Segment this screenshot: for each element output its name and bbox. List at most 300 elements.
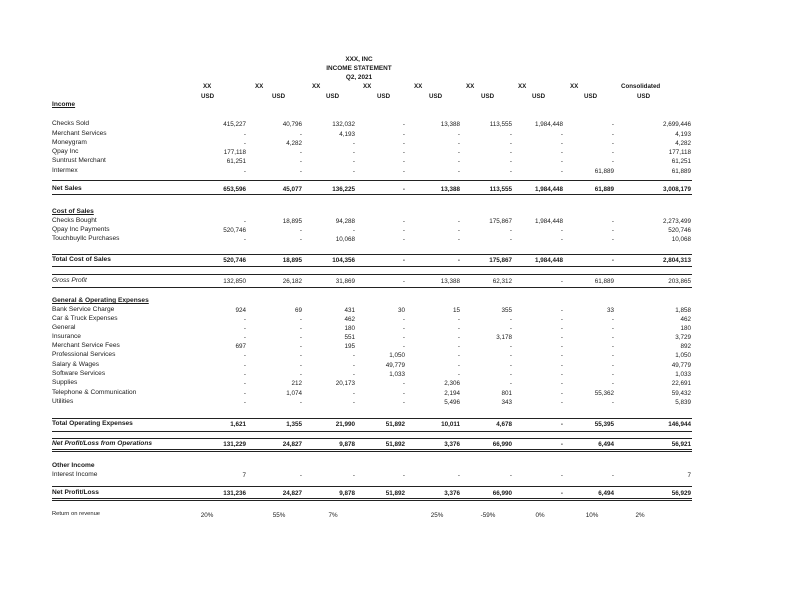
cell-professional-col-2: - bbox=[299, 351, 302, 359]
cell-merchant-services-col-7: - bbox=[560, 130, 563, 138]
cell-car-truck-col-1: - bbox=[243, 315, 246, 323]
row-label-net-sales: Net Sales bbox=[52, 185, 82, 192]
cell-interest-col-6: - bbox=[509, 471, 512, 479]
cell-net-sales-col-9: 3,008,179 bbox=[662, 185, 691, 193]
cell-touchbuy-col-7: - bbox=[560, 235, 563, 243]
cell-supplies-col-6: - bbox=[509, 379, 512, 387]
cell-moneygram-col-3: - bbox=[352, 139, 355, 147]
cell-bank-service-col-8: 33 bbox=[606, 306, 614, 314]
cell-touchbuy-col-8: - bbox=[611, 235, 614, 243]
section-income: Income bbox=[52, 101, 76, 108]
row-label-suntrust: Suntrust Merchant bbox=[52, 157, 106, 164]
cell-utilities-col-5: 5,496 bbox=[444, 398, 460, 406]
cell-suntrust-col-9: 61,251 bbox=[671, 157, 691, 165]
cell-checks-bought-col-9: 2,273,499 bbox=[662, 217, 691, 225]
cell-suntrust-col-8: - bbox=[611, 157, 614, 165]
col-header-xx-8: XX bbox=[570, 83, 579, 90]
cell-car-truck-col-8: - bbox=[611, 315, 614, 323]
cell-software-col-8: - bbox=[611, 370, 614, 378]
cell-qpay-payments-col-4: - bbox=[402, 226, 405, 234]
cell-insurance-col-6: 3,178 bbox=[496, 333, 512, 341]
col-header-xx-4: XX bbox=[363, 83, 372, 90]
cell-moneygram-col-6: - bbox=[509, 139, 512, 147]
cell-intermex-col-1: - bbox=[243, 167, 246, 175]
cell-car-truck-col-9: 462 bbox=[680, 315, 691, 323]
cell-qpay-inc-col-8: - bbox=[611, 148, 614, 156]
cell-touchbuy-col-3: 10,068 bbox=[335, 235, 355, 243]
cell-supplies-col-5: 2,306 bbox=[444, 379, 460, 387]
cell-gross-profit-col-2: 26,182 bbox=[282, 277, 302, 285]
cell-moneygram-col-5: - bbox=[457, 139, 460, 147]
cell-salary-col-8: - bbox=[611, 361, 614, 369]
cell-utilities-col-3: - bbox=[352, 398, 355, 406]
cell-net-ops-col-7: - bbox=[560, 440, 563, 448]
cell-bank-service-col-9: 1,858 bbox=[675, 306, 691, 314]
cell-total-cos-col-1: 520,746 bbox=[223, 256, 246, 264]
cell-checks-bought-col-6: 175,867 bbox=[489, 217, 512, 225]
cell-professional-col-7: - bbox=[560, 351, 563, 359]
cell-merchant-fees-col-4: - bbox=[402, 342, 405, 350]
cell-qpay-inc-col-1: 177,118 bbox=[223, 148, 246, 156]
cell-return-col-7: 0% bbox=[535, 511, 545, 519]
cell-qpay-inc-col-4: - bbox=[402, 148, 405, 156]
cell-merchant-services-col-2: - bbox=[299, 130, 302, 138]
cell-total-opex-col-8: 55,395 bbox=[594, 420, 614, 428]
cell-telephone-col-5: 2,194 bbox=[444, 389, 460, 397]
cell-bank-service-col-3: 431 bbox=[344, 306, 355, 314]
row-label-professional: Professional Services bbox=[52, 351, 116, 358]
cell-total-opex-col-4: 51,892 bbox=[385, 420, 405, 428]
cell-telephone-col-4: - bbox=[402, 389, 405, 397]
cell-checks-sold-col-5: 13,388 bbox=[440, 120, 460, 128]
cell-total-opex-col-7: - bbox=[560, 420, 563, 428]
cell-checks-sold-col-8: - bbox=[611, 120, 614, 128]
cell-car-truck-col-4: - bbox=[402, 315, 405, 323]
cell-net-ops-col-5: 3,376 bbox=[444, 440, 460, 448]
cell-net-sales-col-7: 1,984,448 bbox=[534, 185, 563, 193]
cell-telephone-col-6: 801 bbox=[501, 389, 512, 397]
cell-qpay-inc-col-3: - bbox=[352, 148, 355, 156]
row-label-merchant-services: Merchant Services bbox=[52, 130, 107, 137]
cell-salary-col-7: - bbox=[560, 361, 563, 369]
row-label-insurance: Insurance bbox=[52, 333, 81, 340]
cell-insurance-col-4: - bbox=[402, 333, 405, 341]
cell-merchant-services-col-5: - bbox=[457, 130, 460, 138]
row-label-net-ops: Net Profit/Loss from Operations bbox=[52, 440, 153, 447]
cell-total-opex-col-6: 4,678 bbox=[496, 420, 512, 428]
cell-net-sales-col-6: 113,555 bbox=[489, 185, 512, 193]
cell-net-sales-col-1: 653,596 bbox=[223, 185, 246, 193]
cell-car-truck-col-2: - bbox=[299, 315, 302, 323]
section-ga-expenses: General & Operating Expenses bbox=[52, 297, 149, 304]
row-label-telephone: Telephone & Communication bbox=[52, 389, 137, 396]
cell-net-profit-col-5: 3,376 bbox=[444, 489, 460, 497]
cell-interest-col-9: 7 bbox=[687, 471, 691, 479]
col-header-xx-1: XX bbox=[203, 83, 212, 90]
col-header-xx-5: XX bbox=[414, 83, 423, 90]
cell-moneygram-col-2: 4,282 bbox=[286, 139, 302, 147]
cell-car-truck-col-6: - bbox=[509, 315, 512, 323]
cell-software-col-7: - bbox=[560, 370, 563, 378]
row-label-qpay-payments: Qpay Inc Payments bbox=[52, 226, 110, 233]
cell-gross-profit-col-9: 203,865 bbox=[668, 277, 691, 285]
cell-software-col-3: - bbox=[352, 370, 355, 378]
cell-checks-bought-col-3: 94,288 bbox=[335, 217, 355, 225]
cell-checks-bought-col-7: 1,984,448 bbox=[534, 217, 563, 225]
row-label-gross-profit: Gross Profit bbox=[52, 277, 87, 284]
cell-insurance-col-5: - bbox=[457, 333, 460, 341]
cell-gross-profit-col-6: 62,312 bbox=[492, 277, 512, 285]
cell-gross-profit-col-1: 132,850 bbox=[223, 277, 246, 285]
cell-net-sales-col-3: 136,225 bbox=[332, 185, 355, 193]
cell-net-profit-col-2: 24,827 bbox=[282, 489, 302, 497]
col-usd-1: USD bbox=[201, 93, 215, 100]
cell-salary-col-6: - bbox=[509, 361, 512, 369]
cell-total-cos-col-2: 18,895 bbox=[282, 256, 302, 264]
row-label-total-opex: Total Operating Expenses bbox=[52, 420, 133, 427]
cell-qpay-inc-col-7: - bbox=[560, 148, 563, 156]
cell-professional-col-3: - bbox=[352, 351, 355, 359]
cell-net-sales-col-4: - bbox=[402, 185, 405, 193]
cell-total-cos-col-4: - bbox=[402, 256, 405, 264]
cell-net-ops-col-1: 131,229 bbox=[223, 440, 246, 448]
cell-utilities-col-9: 5,839 bbox=[675, 398, 691, 406]
cell-supplies-col-1: - bbox=[243, 379, 246, 387]
cell-intermex-col-3: - bbox=[352, 167, 355, 175]
cell-bank-service-col-5: 15 bbox=[452, 306, 460, 314]
cell-touchbuy-col-4: - bbox=[402, 235, 405, 243]
cell-insurance-col-2: - bbox=[299, 333, 302, 341]
cell-insurance-col-9: 3,729 bbox=[675, 333, 691, 341]
row-label-touchbuy: Touchbuyllc Purchases bbox=[52, 235, 120, 242]
cell-suntrust-col-3: - bbox=[352, 157, 355, 165]
col-usd-8: USD bbox=[584, 93, 598, 100]
cell-software-col-4: 1,033 bbox=[389, 370, 405, 378]
cell-return-col-1: 20% bbox=[200, 511, 214, 519]
cell-interest-col-3: - bbox=[352, 471, 355, 479]
cell-suntrust-col-6: - bbox=[509, 157, 512, 165]
cell-supplies-col-7: - bbox=[560, 379, 563, 387]
cell-salary-col-4: 49,779 bbox=[385, 361, 405, 369]
cell-gross-profit-col-4: - bbox=[402, 277, 405, 285]
cell-return-col-3: 7% bbox=[328, 511, 338, 519]
cell-general-col-5: - bbox=[457, 324, 460, 332]
cell-gross-profit-col-7: - bbox=[560, 277, 563, 285]
cell-checks-sold-col-7: 1,984,448 bbox=[534, 120, 563, 128]
cell-supplies-col-2: 212 bbox=[291, 379, 302, 387]
col-usd-4: USD bbox=[377, 93, 391, 100]
row-label-return: Return on revenue bbox=[52, 511, 101, 517]
cell-moneygram-col-4: - bbox=[402, 139, 405, 147]
cell-insurance-col-3: 551 bbox=[344, 333, 355, 341]
cell-salary-col-1: - bbox=[243, 361, 246, 369]
cell-net-profit-col-3: 9,878 bbox=[339, 489, 355, 497]
statement-title: INCOME STATEMENT bbox=[326, 65, 392, 72]
cell-merchant-services-col-4: - bbox=[402, 130, 405, 138]
cell-qpay-payments-col-2: - bbox=[299, 226, 302, 234]
cell-car-truck-col-3: 462 bbox=[344, 315, 355, 323]
section-cost-of-sales: Cost of Sales bbox=[52, 208, 94, 215]
cell-net-profit-col-8: 6,494 bbox=[598, 489, 614, 497]
cell-touchbuy-col-1: - bbox=[243, 235, 246, 243]
cell-salary-col-3: - bbox=[352, 361, 355, 369]
cell-gross-profit-col-3: 31,869 bbox=[335, 277, 355, 285]
cell-total-opex-col-3: 21,990 bbox=[335, 420, 355, 428]
cell-total-cos-col-8: - bbox=[611, 256, 614, 264]
cell-interest-col-8: - bbox=[611, 471, 614, 479]
cell-merchant-services-col-6: - bbox=[509, 130, 512, 138]
cell-salary-col-5: - bbox=[457, 361, 460, 369]
cell-insurance-col-8: - bbox=[611, 333, 614, 341]
cell-net-ops-col-4: 51,892 bbox=[385, 440, 405, 448]
cell-total-cos-col-3: 104,356 bbox=[332, 256, 355, 264]
cell-interest-col-2: - bbox=[299, 471, 302, 479]
cell-net-ops-col-2: 24,827 bbox=[282, 440, 302, 448]
row-label-bank-service: Bank Service Charge bbox=[52, 306, 115, 313]
cell-telephone-col-2: 1,074 bbox=[286, 389, 302, 397]
row-label-net-profit: Net Profit/Loss bbox=[52, 489, 99, 496]
cell-intermex-col-9: 61,889 bbox=[671, 167, 691, 175]
cell-intermex-col-8: 61,889 bbox=[594, 167, 614, 175]
cell-intermex-col-6: - bbox=[509, 167, 512, 175]
cell-qpay-payments-col-3: - bbox=[352, 226, 355, 234]
cell-general-col-7: - bbox=[560, 324, 563, 332]
row-label-supplies: Supplies bbox=[52, 379, 78, 386]
cell-qpay-payments-col-9: 520,746 bbox=[668, 226, 691, 234]
cell-merchant-services-col-3: 4,193 bbox=[339, 130, 355, 138]
cell-software-col-9: 1,033 bbox=[675, 370, 691, 378]
cell-checks-bought-col-8: - bbox=[611, 217, 614, 225]
cell-software-col-5: - bbox=[457, 370, 460, 378]
cell-net-ops-col-9: 56,921 bbox=[671, 440, 691, 448]
cell-telephone-col-1: - bbox=[243, 389, 246, 397]
cell-qpay-inc-col-2: - bbox=[299, 148, 302, 156]
col-usd-7: USD bbox=[532, 93, 546, 100]
cell-insurance-col-7: - bbox=[560, 333, 563, 341]
cell-checks-bought-col-1: - bbox=[243, 217, 246, 225]
cell-intermex-col-5: - bbox=[457, 167, 460, 175]
cell-total-cos-col-6: 175,867 bbox=[489, 256, 512, 264]
row-label-interest: Interest Income bbox=[52, 471, 98, 478]
cell-professional-col-9: 1,050 bbox=[675, 351, 691, 359]
cell-salary-col-9: 49,779 bbox=[671, 361, 691, 369]
row-label-software: Software Services bbox=[52, 370, 106, 377]
cell-interest-col-5: - bbox=[457, 471, 460, 479]
cell-merchant-services-col-1: - bbox=[243, 130, 246, 138]
cell-suntrust-col-1: 61,251 bbox=[226, 157, 246, 165]
cell-net-ops-col-8: 6,494 bbox=[598, 440, 614, 448]
cell-total-opex-col-2: 1,355 bbox=[286, 420, 302, 428]
col-usd-2: USD bbox=[272, 93, 286, 100]
cell-checks-sold-col-2: 40,796 bbox=[282, 120, 302, 128]
row-label-intermex: Intermex bbox=[52, 167, 78, 174]
cell-interest-col-4: - bbox=[402, 471, 405, 479]
cell-net-sales-col-2: 45,077 bbox=[282, 185, 302, 193]
cell-utilities-col-8: - bbox=[611, 398, 614, 406]
cell-software-col-6: - bbox=[509, 370, 512, 378]
cell-bank-service-col-2: 69 bbox=[294, 306, 302, 314]
cell-bank-service-col-4: 30 bbox=[397, 306, 405, 314]
cell-net-sales-col-5: 13,388 bbox=[440, 185, 460, 193]
row-label-checks-sold: Checks Sold bbox=[52, 120, 90, 127]
cell-utilities-col-7: - bbox=[560, 398, 563, 406]
cell-professional-col-1: - bbox=[243, 351, 246, 359]
cell-net-ops-col-6: 66,990 bbox=[492, 440, 512, 448]
cell-telephone-col-3: - bbox=[352, 389, 355, 397]
cell-touchbuy-col-5: - bbox=[457, 235, 460, 243]
cell-merchant-services-col-9: 4,193 bbox=[675, 130, 691, 138]
cell-return-col-5: 25% bbox=[430, 511, 444, 519]
cell-interest-col-1: 7 bbox=[242, 471, 246, 479]
cell-total-opex-col-1: 1,621 bbox=[230, 420, 246, 428]
cell-telephone-col-7: - bbox=[560, 389, 563, 397]
cell-merchant-fees-col-9: 892 bbox=[680, 342, 691, 350]
cell-checks-bought-col-4: - bbox=[402, 217, 405, 225]
col-usd-5: USD bbox=[429, 93, 443, 100]
cell-professional-col-6: - bbox=[509, 351, 512, 359]
cell-qpay-payments-col-7: - bbox=[560, 226, 563, 234]
cell-checks-sold-col-9: 2,699,446 bbox=[662, 120, 691, 128]
cell-merchant-fees-col-8: - bbox=[611, 342, 614, 350]
cell-total-cos-col-9: 2,804,313 bbox=[662, 256, 691, 264]
cell-touchbuy-col-6: - bbox=[509, 235, 512, 243]
cell-return-col-2: 55% bbox=[272, 511, 286, 519]
cell-car-truck-col-7: - bbox=[560, 315, 563, 323]
row-label-general: General bbox=[52, 324, 76, 331]
col-header-xx-2: XX bbox=[255, 83, 264, 90]
cell-car-truck-col-5: - bbox=[457, 315, 460, 323]
col-usd-3: USD bbox=[326, 93, 340, 100]
cell-net-profit-col-6: 66,990 bbox=[492, 489, 512, 497]
cell-suntrust-col-2: - bbox=[299, 157, 302, 165]
cell-merchant-fees-col-6: - bbox=[509, 342, 512, 350]
cell-net-profit-col-7: - bbox=[560, 489, 563, 497]
cell-supplies-col-8: - bbox=[611, 379, 614, 387]
cell-return-col-8: 10% bbox=[585, 511, 599, 519]
cell-total-cos-col-7: 1,984,448 bbox=[534, 256, 563, 264]
cell-software-col-2: - bbox=[299, 370, 302, 378]
cell-moneygram-col-8: - bbox=[611, 139, 614, 147]
cell-utilities-col-6: 343 bbox=[501, 398, 512, 406]
cell-intermex-col-2: - bbox=[299, 167, 302, 175]
cell-general-col-2: - bbox=[299, 324, 302, 332]
cell-moneygram-col-9: 4,282 bbox=[675, 139, 691, 147]
row-label-salary: Salary & Wages bbox=[52, 361, 100, 368]
cell-professional-col-8: - bbox=[611, 351, 614, 359]
cell-telephone-col-9: 59,432 bbox=[671, 389, 691, 397]
cell-general-col-1: - bbox=[243, 324, 246, 332]
cell-suntrust-col-7: - bbox=[560, 157, 563, 165]
cell-general-col-4: - bbox=[402, 324, 405, 332]
cell-utilities-col-2: - bbox=[299, 398, 302, 406]
cell-insurance-col-1: - bbox=[243, 333, 246, 341]
row-label-checks-bought: Checks Bought bbox=[52, 217, 97, 224]
cell-general-col-6: - bbox=[509, 324, 512, 332]
row-label-qpay-inc: Qpay Inc bbox=[52, 148, 79, 155]
cell-touchbuy-col-9: 10,068 bbox=[671, 235, 691, 243]
cell-checks-bought-col-5: - bbox=[457, 217, 460, 225]
cell-bank-service-col-1: 924 bbox=[235, 306, 246, 314]
cell-intermex-col-7: - bbox=[560, 167, 563, 175]
row-label-total-cos: Total Cost of Sales bbox=[52, 256, 111, 263]
col-usd-6: USD bbox=[481, 93, 495, 100]
row-label-merchant-fees: Merchant Service Fees bbox=[52, 342, 120, 349]
cell-merchant-fees-col-1: 697 bbox=[235, 342, 246, 350]
cell-qpay-payments-col-6: - bbox=[509, 226, 512, 234]
cell-merchant-fees-col-7: - bbox=[560, 342, 563, 350]
cell-moneygram-col-7: - bbox=[560, 139, 563, 147]
col-header-consolidated: Consolidated bbox=[621, 83, 661, 90]
cell-utilities-col-1: - bbox=[243, 398, 246, 406]
cell-moneygram-col-1: - bbox=[243, 139, 246, 147]
cell-general-col-8: - bbox=[611, 324, 614, 332]
section-other-income: Other Income bbox=[52, 462, 95, 469]
cell-gross-profit-col-8: 61,889 bbox=[594, 277, 614, 285]
cell-return-col-9: 2% bbox=[635, 511, 645, 519]
row-label-utilities: Utilities bbox=[52, 398, 74, 405]
cell-software-col-1: - bbox=[243, 370, 246, 378]
cell-checks-sold-col-3: 132,032 bbox=[332, 120, 355, 128]
cell-checks-sold-col-1: 415,227 bbox=[223, 120, 246, 128]
cell-interest-col-7: - bbox=[560, 471, 563, 479]
cell-checks-sold-col-4: - bbox=[402, 120, 405, 128]
cell-professional-col-5: - bbox=[457, 351, 460, 359]
cell-telephone-col-8: 55,362 bbox=[594, 389, 614, 397]
cell-total-opex-col-5: 10,011 bbox=[441, 420, 460, 428]
cell-bank-service-col-7: - bbox=[560, 306, 563, 314]
cell-supplies-col-9: 22,691 bbox=[671, 379, 691, 387]
cell-qpay-payments-col-8: - bbox=[611, 226, 614, 234]
cell-total-cos-col-5: - bbox=[457, 256, 460, 264]
cell-qpay-inc-col-9: 177,118 bbox=[668, 148, 691, 156]
cell-net-profit-col-1: 131,236 bbox=[223, 489, 246, 497]
cell-supplies-col-4: - bbox=[402, 379, 405, 387]
row-label-moneygram: Moneygram bbox=[52, 139, 87, 146]
cell-net-profit-col-4: 51,892 bbox=[385, 489, 405, 497]
cell-touchbuy-col-2: - bbox=[299, 235, 302, 243]
col-header-xx-6: XX bbox=[466, 83, 475, 90]
cell-return-col-6: -59% bbox=[480, 511, 496, 519]
cell-total-opex-col-9: 146,944 bbox=[668, 420, 691, 428]
cell-general-col-9: 180 bbox=[680, 324, 691, 332]
cell-merchant-fees-col-2: - bbox=[299, 342, 302, 350]
cell-utilities-col-4: - bbox=[402, 398, 405, 406]
cell-professional-col-4: 1,050 bbox=[389, 351, 405, 359]
cell-merchant-fees-col-3: 195 bbox=[344, 342, 355, 350]
cell-qpay-inc-col-5: - bbox=[457, 148, 460, 156]
cell-qpay-payments-col-1: 520,746 bbox=[223, 226, 246, 234]
cell-checks-bought-col-2: 18,895 bbox=[282, 217, 302, 225]
cell-merchant-fees-col-5: - bbox=[457, 342, 460, 350]
cell-supplies-col-3: 20,173 bbox=[335, 379, 355, 387]
col-header-xx-7: XX bbox=[518, 83, 527, 90]
cell-bank-service-col-6: 355 bbox=[501, 306, 512, 314]
cell-salary-col-2: - bbox=[299, 361, 302, 369]
cell-gross-profit-col-5: 13,388 bbox=[440, 277, 460, 285]
cell-qpay-inc-col-6: - bbox=[509, 148, 512, 156]
cell-qpay-payments-col-5: - bbox=[457, 226, 460, 234]
cell-general-col-3: 180 bbox=[344, 324, 355, 332]
period-label: Q2, 2021 bbox=[345, 74, 373, 81]
col-header-xx-3: XX bbox=[312, 83, 321, 90]
col-usd-consolidated: USD bbox=[637, 93, 651, 100]
cell-net-sales-col-8: 61,889 bbox=[594, 185, 614, 193]
row-label-car-truck: Car & Truck Expenses bbox=[52, 315, 118, 322]
cell-intermex-col-4: - bbox=[402, 167, 405, 175]
cell-suntrust-col-4: - bbox=[402, 157, 405, 165]
cell-checks-sold-col-6: 113,555 bbox=[489, 120, 512, 128]
cell-merchant-services-col-8: - bbox=[611, 130, 614, 138]
